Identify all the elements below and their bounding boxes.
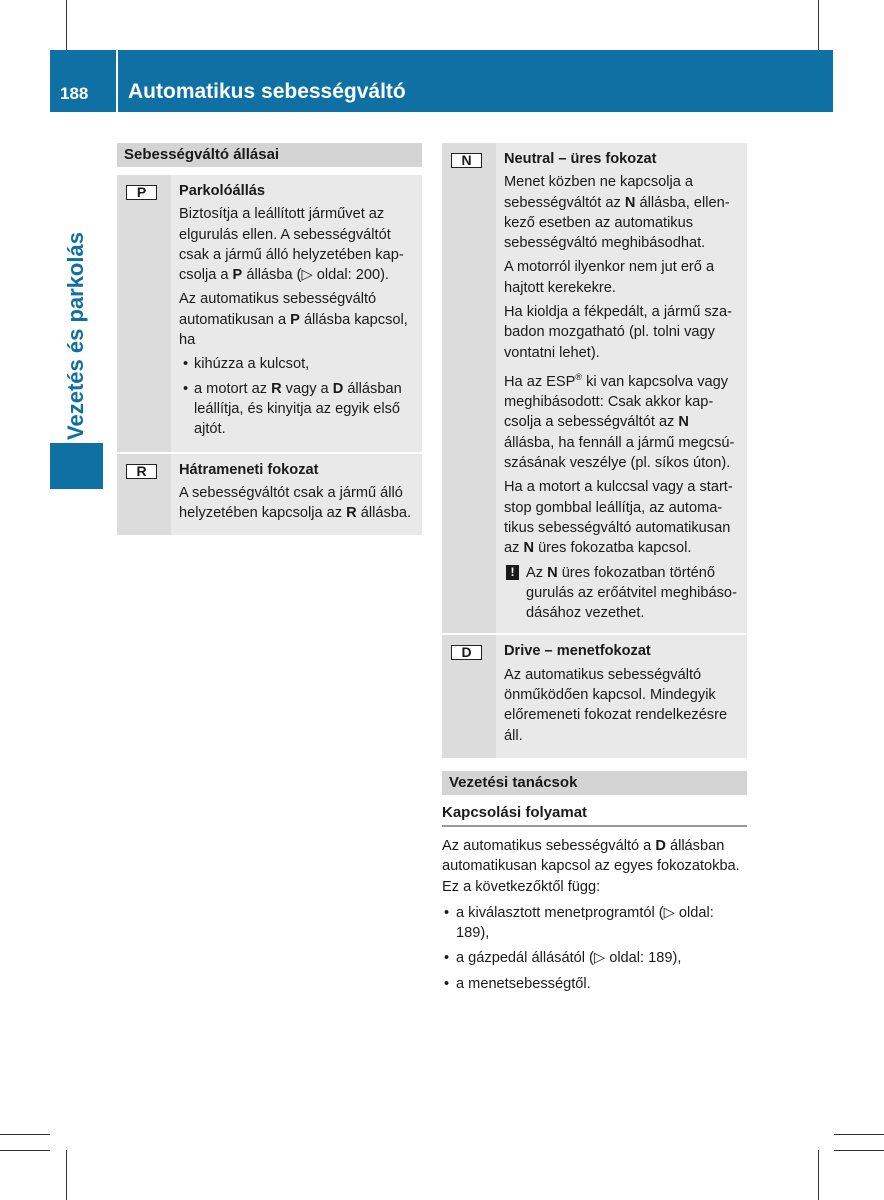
gear-n-symbol: N <box>451 153 482 168</box>
crop-mark <box>818 1150 819 1200</box>
crop-mark <box>66 1150 67 1200</box>
paragraph: Az automatikus sebességváltó a D állásban automatikusan kapcsol az egyes fokozatokba. Ez a következőktől függ: <box>442 838 740 895</box>
gear-d-symbol: D <box>451 645 482 660</box>
warning-note: ! Az N üres fokozatban történő gurulás az erőátvitel meghibásodásához vezethet. <box>504 563 743 624</box>
gear-title: Parkolóállás <box>179 183 265 199</box>
gear-key-cell <box>117 175 171 452</box>
page-title: Automatikus sebességváltó <box>128 80 406 103</box>
list-item: • a kiválasztott menetprogramtól (▷ oldal: 189), <box>442 903 747 944</box>
gear-key-cell <box>117 454 171 536</box>
gear-row-p <box>117 175 422 452</box>
gear-description <box>504 143 747 633</box>
gear-row-r <box>117 452 422 536</box>
gear-title: Neutral – üres fokozat <box>504 151 657 167</box>
page-number: 188 <box>60 84 89 103</box>
chapter-tab-label: Vezetés és parkolás <box>63 232 88 440</box>
list-item: • kihúzza a kulcsot, <box>179 354 418 374</box>
paragraph: A motorról ilyenkor nem jut erő a hajtott kerekekre. <box>504 259 715 296</box>
paragraph: Ha a motort a kulccsal vagy a start-stop gombbal leállítja, az automatikus sebességváltó automatikusan az N üres fokozatba kapcsol. <box>504 479 733 557</box>
warning-icon: ! <box>506 565 519 580</box>
gear-table-right <box>442 143 747 758</box>
crop-mark <box>0 1134 50 1135</box>
crop-mark <box>818 0 819 50</box>
gear-description <box>504 635 747 757</box>
gear-description <box>179 454 422 536</box>
gear-key-cell <box>442 143 496 633</box>
list-item: • a motort az R vagy a D állásban leállítja, és kinyitja az egyik első ajtót. <box>179 379 418 440</box>
crop-mark <box>834 1134 884 1135</box>
paragraph: Ha kioldja a fékpedált, a jármű szabadon mozgatható (pl. tolni vagy vontatni lehet). <box>504 304 732 361</box>
paragraph: Biztosítja a leállított járművet az elgurulás ellen. A sebességváltót csak a jármű álló helyzetében kapcsolja a P állásba (▷ oldal: 200). <box>179 206 404 284</box>
section-heading-gear-positions: Sebességváltó állásai <box>117 143 422 167</box>
paragraph: Ha az ESP® ki van kapcsolva vagy meghibásodott: Csak akkor kapcsolja a sebességváltót az N állásba, ha fennáll a jármű megcsúszásának veszélye (pl. síkos úton). <box>504 371 735 472</box>
list-item: • a gázpedál állásától (▷ oldal: 189), <box>442 948 747 968</box>
paragraph: Az automatikus sebességváltó automatikusan a P állásba kapcsol, ha <box>179 291 408 349</box>
gear-r-symbol: R <box>126 464 157 479</box>
gear-title: Hátrameneti fokozat <box>179 461 319 478</box>
gear-row-n <box>442 143 747 633</box>
section-heading-driving-tips: Vezetési tanácsok <box>442 771 747 795</box>
gear-title: Drive – menetfokozat <box>504 643 651 660</box>
gear-key-cell <box>442 635 496 757</box>
gear-p-symbol: P <box>126 185 157 200</box>
chapter-tab-marker <box>50 443 103 489</box>
paragraph: Menet közben ne kapcsolja a sebességváltót az N állásba, ellenkező esetben az automatikus sebességváltó meghibásodhat. <box>504 174 730 252</box>
crop-mark <box>0 1150 50 1151</box>
crop-mark <box>834 1150 884 1151</box>
list-item: • a menetsebességtől. <box>442 974 747 994</box>
gear-table-left <box>117 175 422 535</box>
gear-row-d <box>442 633 747 757</box>
paragraph: A sebességváltót csak a jármű álló helyzetében kapcsolja az R állásba. <box>179 484 412 522</box>
gear-description <box>179 175 422 452</box>
subheading-shifting: Kapcsolási folyamat <box>442 804 747 827</box>
header-divider <box>116 50 118 112</box>
tips-body <box>442 836 747 999</box>
crop-mark <box>66 0 67 50</box>
paragraph: Az automatikus sebességváltó önműködően kapcsol. Mindegyik előremeneti fokozat rendelkezésre áll. <box>504 666 728 744</box>
